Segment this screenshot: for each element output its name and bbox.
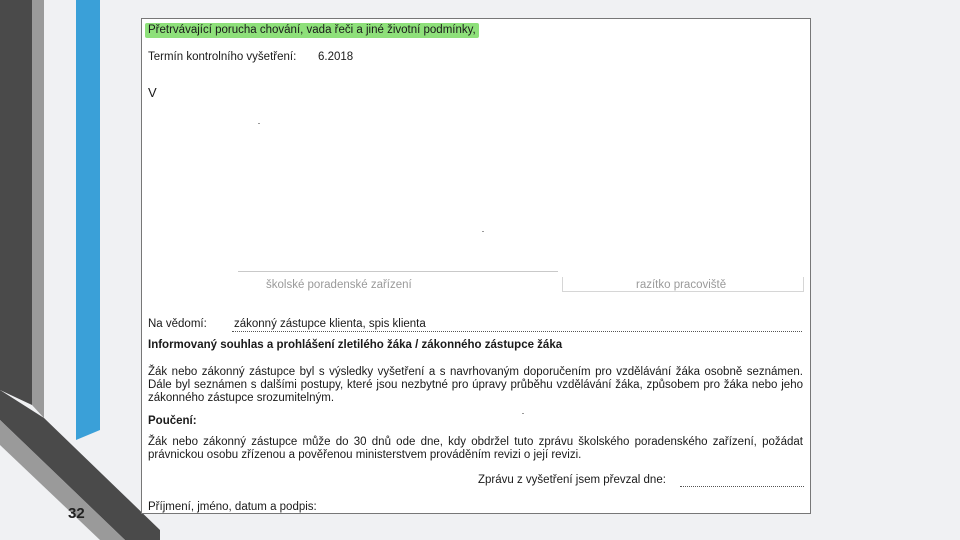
scan-speck [258, 123, 260, 124]
pouceni-paragraph: Žák nebo zákonný zástupce může do 30 dnů ode dne, kdy obdržel tuto zprávu školského poradenského zařízení, požádat právnickou osobu zřízenou a pověřenou ministerstvem prováděním revizi o její revizi. [148, 436, 803, 461]
pouceni-heading: Poučení: [148, 415, 197, 427]
consent-paragraph: Žák nebo zákonný zástupce byl s výsledky vyšetření a s navrhovaným doporučením pro vzdělávání žáka osobně seznámen. Dále byl seznámen s dalšími postupy, které jsou nezbytné pro úpravy průběhu vzdělávání žáka, způsobem pro žáka nebo jeho zákonného zástupce srozumitelným. [148, 366, 803, 404]
highlighted-title: Přetrvávající porucha chování, vada řeči a jiné životní podmínky, [145, 23, 479, 38]
decorative-stripes [0, 0, 160, 540]
zpravu-label: Zprávu z vyšetření jsem převzal dne: [478, 474, 666, 486]
stripe-gray [32, 0, 44, 418]
termin-value: 6.2018 [318, 51, 354, 63]
dotted-line [232, 331, 802, 332]
na-vedomi-value: zákonný zástupce klienta, spis klienta [234, 318, 426, 330]
stamp-left-label: školské poradenské zařízení [266, 279, 412, 291]
scan-speck [522, 413, 524, 414]
zpravu-dotted-line [680, 486, 804, 487]
stripe-dark [0, 0, 32, 405]
signature-label: Příjmení, jméno, datum a podpis: [148, 501, 317, 513]
stamp-right-label: razítko pracoviště [636, 279, 727, 291]
scan-speck [482, 231, 484, 232]
scanned-document [141, 18, 811, 514]
stripe-blue [76, 0, 100, 440]
na-vedomi-label: Na vědomí: [148, 318, 207, 330]
letter-v: V [148, 85, 157, 100]
termin-label: Termín kontrolního vyšetření: [148, 51, 297, 63]
slide-number: 32 [68, 505, 85, 522]
consent-heading: Informovaný souhlas a prohlášení zletilého žáka / zákonného zástupce žáka [148, 339, 563, 351]
